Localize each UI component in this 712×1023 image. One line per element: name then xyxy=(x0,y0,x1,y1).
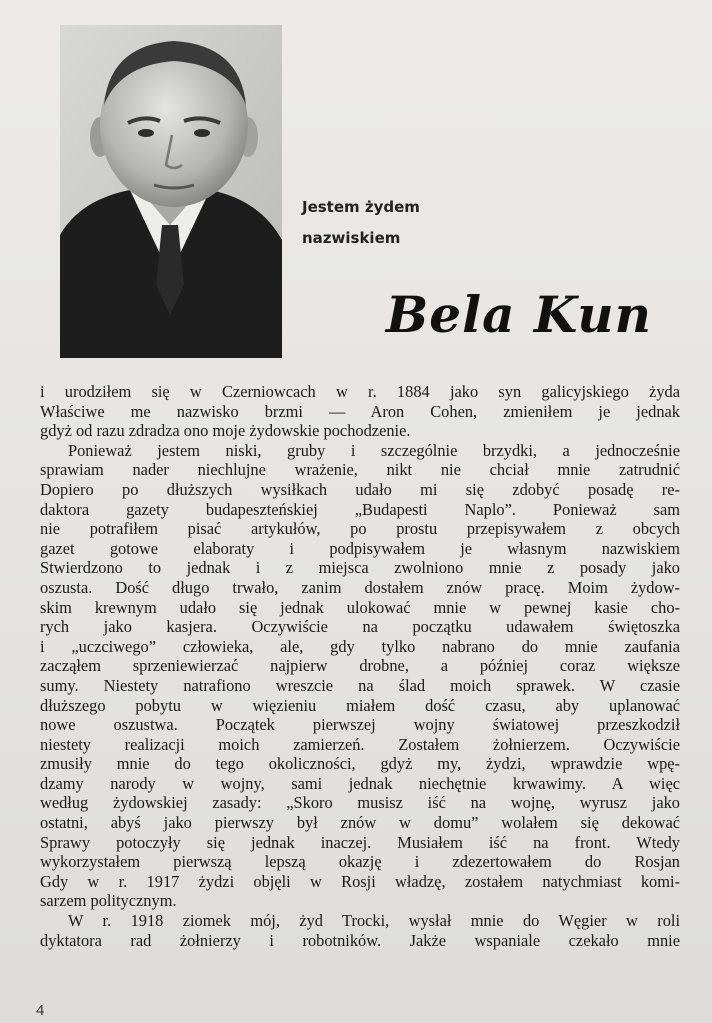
text-line: Stwierdzono to jednak i z miejsca zwolniono mnie z posady jako xyxy=(40,558,680,578)
text-line: zmusiły mnie do tego okoliczności, gdyż my, żydzi, wprawdzie wpę- xyxy=(40,754,680,774)
intro-line-1: Jestem żydem xyxy=(302,198,420,216)
text-line: sumy. Niestety natrafiono wreszcie na ślad moich sprawek. W czasie xyxy=(40,675,680,695)
text-line: gazet gotowe elaboraty i podpisywałem je własnym nazwiskiem xyxy=(40,538,680,558)
text-line: niestety realizacji moich zamierzeń. Zostałem żołnierzem. Oczywiście xyxy=(40,734,680,754)
body-text xyxy=(40,382,680,950)
text-line: rych jako kasjera. Oczywiście na początku udawałem świętoszka xyxy=(40,617,680,637)
text-line: W r. 1918 ziomek mój, żyd Trocki, wysłał mnie do Węgier w roli xyxy=(68,911,680,931)
text-line: sarzem politycznym. xyxy=(40,891,177,911)
text-line: i „uczciwego” człowieka, ale, gdy tylko nabrano do mnie zaufania xyxy=(40,636,680,656)
portrait-photo xyxy=(60,25,282,358)
text-line: według żydowskiej zasady: „Skoro musisz iść na wojnę, wyrusz jako xyxy=(40,793,680,813)
text-line: sprawiam nader niechlujne wrażenie, nikt nie chciał mnie zatrudnić xyxy=(40,460,680,480)
text-line: dłuższego pobytu w więzieniu miałem dość czasu, aby uplanować xyxy=(40,695,680,715)
intro-text xyxy=(302,192,420,254)
text-line: daktora gazety budapeszteńskiej „Budapesti Naplo”. Ponieważ sam xyxy=(40,499,680,519)
text-line: wykorzystałem pierwszą lepszą okazję i zdezertowałem do Rosjan xyxy=(40,852,680,872)
text-line: Właściwe me nazwisko brzmi — Aron Cohen, zmieniłem je jednak xyxy=(40,401,680,421)
text-line: skim krewnym udało się jednak ulokować mnie w pewnej kasie cho- xyxy=(40,597,680,617)
text-line: oszusta. Dość długo trwało, zanim dostałem znów pracę. Moim żydow- xyxy=(40,577,680,597)
text-line: zacząłem sprzeniewierzać najpierw drobne, a później coraz większe xyxy=(40,656,680,676)
text-line: dzamy narody w wojny, sami jednak niechętnie krwawimy. A więc xyxy=(40,773,680,793)
page-number: 4 xyxy=(36,1002,45,1019)
text-line: Dopiero po dłuższych wysiłkach udało mi się zdobyć posadę re- xyxy=(40,479,680,499)
text-line: nie potrafiłem pisać artykułów, po prostu przepisywałem z obcych xyxy=(40,519,680,539)
text-line: gdyż od razu zdradza ono moje żydowskie pochodzenie. xyxy=(40,421,411,441)
text-line: nowe oszustwa. Początek pierwszej wojny światowej przeszkodził xyxy=(40,715,680,735)
text-line: Gdy w r. 1917 żydzi objęli w Rosji władzę, zostałem natychmiast komi- xyxy=(40,871,680,891)
intro-line-2: nazwiskiem xyxy=(302,229,401,247)
text-line: ostatni, abyś jako pierwszy był znów w domu” wolałem się dekować xyxy=(40,813,680,833)
person-name-title: Bela Kun xyxy=(386,285,652,344)
text-line: Ponieważ jestem niski, gruby i szczególnie brzydki, a jednocześnie xyxy=(68,440,680,460)
portrait-image xyxy=(60,25,282,358)
text-line: dyktatora rad żołnierzy i robotników. Jakże wspaniale czekało mnie xyxy=(40,930,680,950)
text-line: Sprawy potoczyły się jednak inaczej. Musiałem iść na front. Wtedy xyxy=(40,832,680,852)
text-line: i urodziłem się w Czerniowcach w r. 1884 jako syn galicyjskiego żyda xyxy=(40,382,680,401)
